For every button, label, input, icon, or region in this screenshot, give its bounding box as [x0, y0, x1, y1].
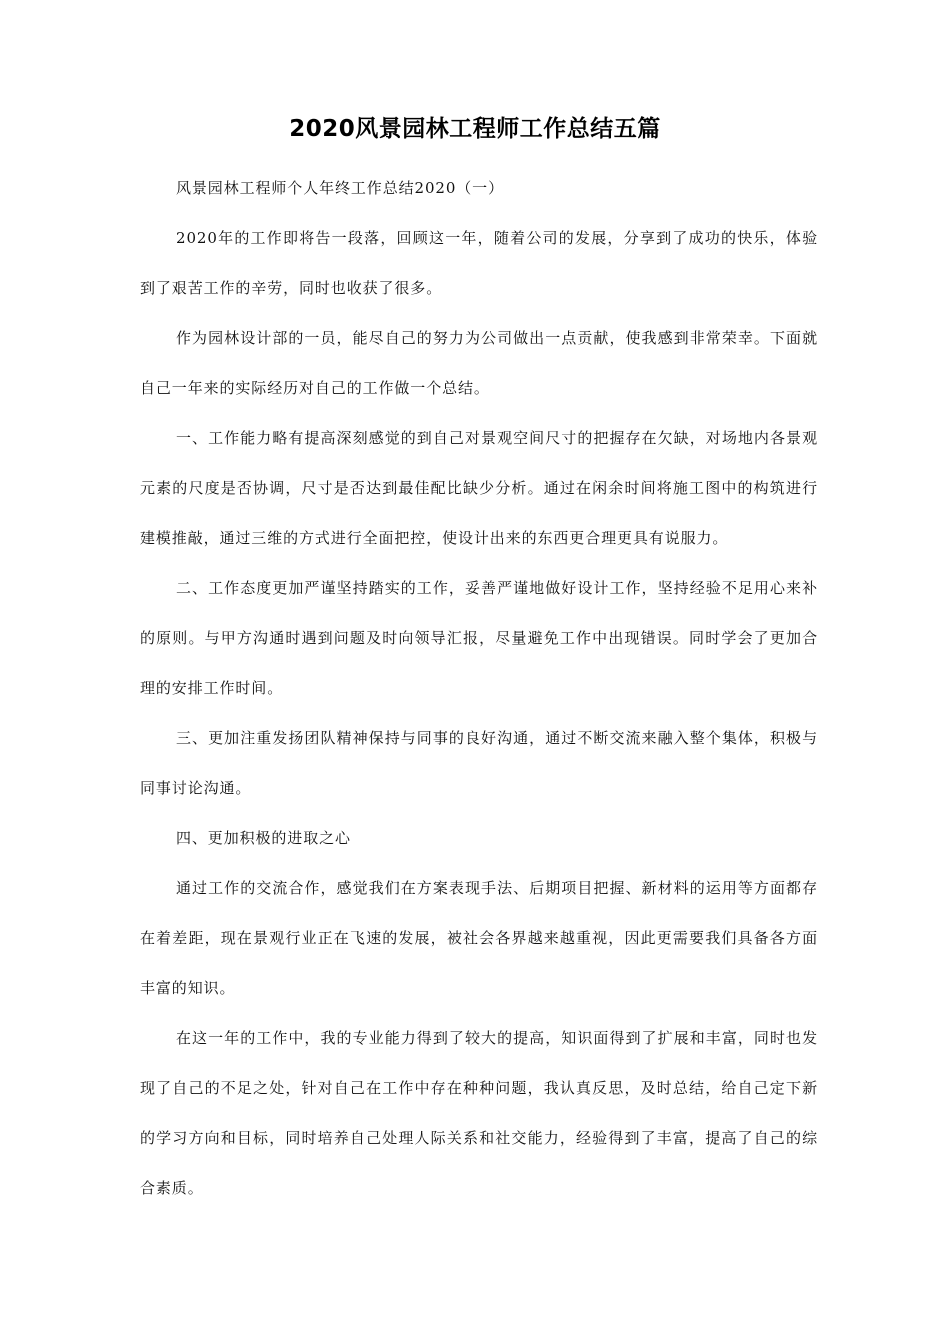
paragraph: 二、工作态度更加严谨坚持踏实的工作，妥善严谨地做好设计工作，坚持经验不足用心来补的原则。与甲方沟通时遇到问题及时向领导汇报，尽量避免工作中出现错误。同时学会了更加合理的安排工作时间。: [140, 579, 818, 697]
paragraph: 三、更加注重发扬团队精神保持与同事的良好沟通，通过不断交流来融入整个集体，积极与同事讨论沟通。: [140, 729, 818, 797]
section-heading: 风景园林工程师个人年终工作总结2020（一）: [176, 179, 504, 197]
paragraph: 一、工作能力略有提高深刻感觉的到自己对景观空间尺寸的把握存在欠缺，对场地内各景观元素的尺度是否协调，尺寸是否达到最佳配比缺少分析。通过在闲余时间将施工图中的构筑进行建模推敲，通过三维的方式进行全面把控，使设计出来的东西更合理更具有说服力。: [140, 429, 818, 547]
paragraph: 通过工作的交流合作，感觉我们在方案表现手法、后期项目把握、新材料的运用等方面都存在着差距，现在景观行业正在飞速的发展，被社会各界越来越重视，因此更需要我们具备各方面丰富的知识。: [140, 879, 818, 997]
paragraph: 在这一年的工作中，我的专业能力得到了较大的提高，知识面得到了扩展和丰富，同时也发现了自己的不足之处，针对自己在工作中存在种种问题，我认真反思，及时总结，给自己定下新的学习方向和目标，同时培养自己处理人际关系和社交能力，经验得到了丰富，提高了自己的综合素质。: [140, 1029, 818, 1197]
paragraph: 2020年的工作即将告一段落，回顾这一年，随着公司的发展，分享到了成功的快乐，体验到了艰苦工作的辛劳，同时也收获了很多。: [140, 229, 818, 297]
document-body: [140, 163, 818, 1213]
document-title: 2020风景园林工程师工作总结五篇: [289, 116, 661, 142]
paragraph: 四、更加积极的进取之心: [176, 829, 351, 847]
paragraph: 作为园林设计部的一员，能尽自己的努力为公司做出一点贡献，使我感到非常荣幸。下面就自己一年来的实际经历对自己的工作做一个总结。: [140, 329, 818, 397]
